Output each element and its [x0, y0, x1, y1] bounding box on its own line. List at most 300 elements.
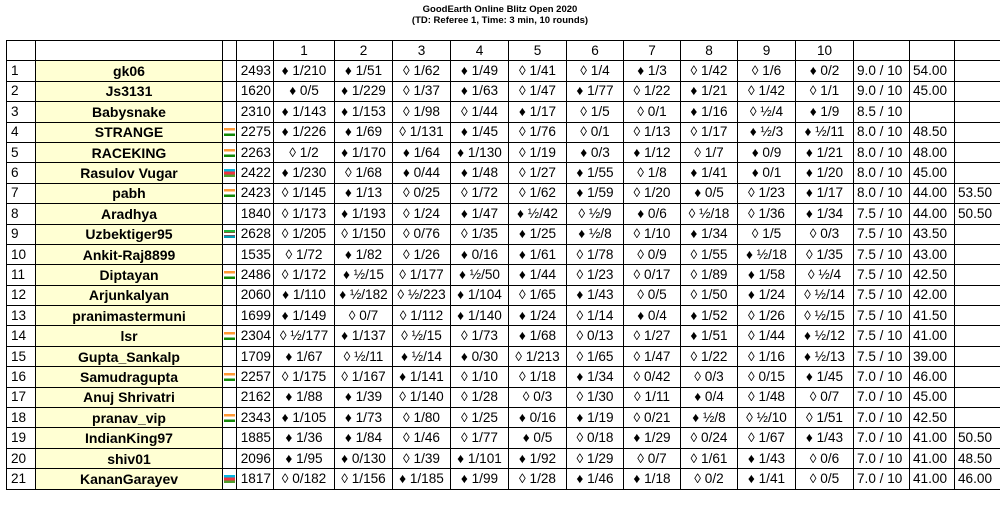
- round-result: ◊ 0/25: [393, 183, 451, 203]
- round-result: ◊ 1/98: [393, 102, 451, 122]
- round-result: ♦ 1/43: [567, 285, 624, 305]
- table-row: [7, 346, 1000, 366]
- round-result: ◊ 1/167: [335, 367, 393, 387]
- tiebreak-1: 41.00: [910, 469, 955, 489]
- tiebreak-1: 41.00: [910, 448, 955, 468]
- flag-cell: [223, 346, 237, 366]
- round-result: ◊ 1/6: [738, 61, 796, 81]
- player-name: RACEKING: [36, 142, 223, 162]
- flag-icon: [224, 414, 235, 422]
- round-result: ◊ 1/30: [567, 387, 624, 407]
- round-result: ♦ 1/55: [567, 163, 624, 183]
- round-result: ♦ 0/5: [274, 81, 335, 101]
- round-result: ◊ 1/22: [681, 346, 738, 366]
- round-result: ♦ 1/68: [509, 326, 567, 346]
- round-result: ◊ 0/5: [796, 469, 854, 489]
- round-result: ♦ 1/46: [567, 469, 624, 489]
- tiebreak-1: 39.00: [910, 346, 955, 366]
- round-result: ♦ 1/58: [738, 265, 796, 285]
- flag-icon: [224, 475, 235, 483]
- round-result: ◊ ½/4: [738, 102, 796, 122]
- table-row: [7, 142, 1000, 162]
- round-result: ◊ 1/28: [509, 469, 567, 489]
- round-result: ◊ 0/1: [624, 102, 681, 122]
- round-result: ♦ 1/230: [274, 163, 335, 183]
- round-result: ♦ 1/39: [335, 387, 393, 407]
- round-result: ♦ 1/52: [681, 306, 738, 326]
- round-result: ◊ 1/131: [393, 122, 451, 142]
- tiebreak-2: [955, 265, 1000, 285]
- round-result: ♦ 0/2: [796, 61, 854, 81]
- round-result: ♦ 1/12: [624, 142, 681, 162]
- player-name: Js3131: [36, 81, 223, 101]
- tiebreak-2: [955, 81, 1000, 101]
- round-result: ♦ 1/105: [274, 408, 335, 428]
- round-result: ♦ 1/59: [567, 183, 624, 203]
- tiebreak-1: 41.00: [910, 428, 955, 448]
- round-result: ♦ 1/92: [509, 448, 567, 468]
- round-result: ♦ 1/82: [335, 244, 393, 264]
- round-result: ◊ 1/78: [567, 244, 624, 264]
- score-cell: 9.0 / 10: [854, 61, 910, 81]
- round-result: ♦ ½/13: [796, 346, 854, 366]
- round-result: ◊ 1/51: [796, 408, 854, 428]
- round-result: ◊ ½/4: [796, 265, 854, 285]
- round-result: ♦ 1/47: [451, 204, 509, 224]
- column-header: [237, 41, 274, 61]
- round-result: ♦ 1/21: [681, 81, 738, 101]
- table-row: [7, 367, 1000, 387]
- tiebreak-2: [955, 61, 1000, 81]
- round-result: ♦ ½/8: [681, 408, 738, 428]
- rank-cell: 11: [7, 265, 36, 285]
- tiebreak-2: 46.00: [955, 469, 1000, 489]
- rank-cell: 7: [7, 183, 36, 203]
- table-row: [7, 224, 1000, 244]
- round-result: ♦ 0/6: [624, 204, 681, 224]
- round-result: ◊ 1/20: [624, 183, 681, 203]
- round-result: ♦ 1/45: [796, 367, 854, 387]
- round-result: ◊ 1/172: [274, 265, 335, 285]
- round-result: ♦ 1/16: [681, 102, 738, 122]
- round-result: ♦ 1/34: [796, 204, 854, 224]
- round-result: ◊ 1/47: [624, 346, 681, 366]
- rank-cell: 17: [7, 387, 36, 407]
- round-result: ♦ 1/69: [335, 122, 393, 142]
- round-result: ◊ 0/9: [624, 244, 681, 264]
- round-result: ♦ 1/17: [796, 183, 854, 203]
- score-cell: 7.5 / 10: [854, 306, 910, 326]
- round-result: ◊ 1/65: [567, 346, 624, 366]
- round-result: ♦ 0/9: [738, 142, 796, 162]
- tournament-title: GoodEarth Online Blitz Open 2020: [422, 4, 578, 15]
- round-result: ♦ 1/34: [681, 224, 738, 244]
- round-result: ◊ ½/11: [335, 346, 393, 366]
- flag-cell: [223, 163, 237, 183]
- column-header: 3: [393, 41, 451, 61]
- round-result: ♦ 0/4: [624, 306, 681, 326]
- round-result: ◊ 0/24: [681, 428, 738, 448]
- column-header: 1: [274, 41, 335, 61]
- tiebreak-1: 48.50: [910, 122, 955, 142]
- rating-cell: 1620: [237, 81, 274, 101]
- tiebreak-2: [955, 367, 1000, 387]
- round-result: ◊ 1/72: [274, 244, 335, 264]
- tiebreak-2: [955, 346, 1000, 366]
- round-result: ◊ 1/19: [509, 142, 567, 162]
- tiebreak-1: 45.00: [910, 163, 955, 183]
- round-result: ◊ 0/5: [624, 285, 681, 305]
- player-name: Ankit-Raj8899: [36, 244, 223, 264]
- table-row: [7, 265, 1000, 285]
- tiebreak-1: 48.00: [910, 142, 955, 162]
- round-result: ◊ 0/7: [624, 448, 681, 468]
- score-cell: 7.0 / 10: [854, 387, 910, 407]
- round-result: ◊ 1/112: [393, 306, 451, 326]
- round-result: ♦ 1/88: [274, 387, 335, 407]
- round-result: ◊ 0/3: [509, 387, 567, 407]
- round-result: ◊ ½/223: [393, 285, 451, 305]
- round-result: ◊ 1/35: [796, 244, 854, 264]
- round-result: ♦ 1/64: [393, 142, 451, 162]
- round-result: ♦ 0/44: [393, 163, 451, 183]
- round-result: ◊ 0/7: [796, 387, 854, 407]
- tiebreak-1: 42.00: [910, 285, 955, 305]
- tournament-subtitle: (TD: Referee 1, Time: 3 min, 10 rounds): [411, 15, 589, 26]
- tiebreak-1: [910, 102, 955, 122]
- round-result: ♦ ½/12: [796, 326, 854, 346]
- round-result: ◊ 1/24: [393, 204, 451, 224]
- round-result: ◊ 0/18: [567, 428, 624, 448]
- flag-icon: [224, 149, 235, 157]
- score-cell: 7.0 / 10: [854, 469, 910, 489]
- tiebreak-1: 43.00: [910, 244, 955, 264]
- round-result: ◊ 1/77: [451, 428, 509, 448]
- round-result: ◊ 1/29: [567, 448, 624, 468]
- round-result: ♦ 0/5: [681, 183, 738, 203]
- round-result: ◊ 1/17: [681, 122, 738, 142]
- round-result: ◊ 1/35: [451, 224, 509, 244]
- header-row: [7, 41, 1000, 61]
- round-result: ♦ 1/63: [451, 81, 509, 101]
- score-cell: 7.0 / 10: [854, 408, 910, 428]
- round-result: ◊ 1/67: [738, 428, 796, 448]
- rating-cell: 2422: [237, 163, 274, 183]
- round-result: ♦ 1/51: [335, 61, 393, 81]
- round-result: ♦ 1/48: [451, 163, 509, 183]
- score-cell: 8.0 / 10: [854, 163, 910, 183]
- round-result: ♦ 1/149: [274, 306, 335, 326]
- round-result: ◊ ½/177: [274, 326, 335, 346]
- round-result: ◊ 1/26: [738, 306, 796, 326]
- round-result: ♦ 1/104: [451, 285, 509, 305]
- round-result: ♦ 1/49: [451, 61, 509, 81]
- round-result: ♦ 0/16: [451, 244, 509, 264]
- round-result: ♦ 1/185: [393, 469, 451, 489]
- round-result: ◊ 1/1: [796, 81, 854, 101]
- round-result: ◊ 0/17: [624, 265, 681, 285]
- round-result: ♦ 0/1: [738, 163, 796, 183]
- rank-cell: 1: [7, 61, 36, 81]
- flag-cell: [223, 285, 237, 305]
- round-result: ◊ 1/72: [451, 183, 509, 203]
- tiebreak-2: [955, 387, 1000, 407]
- table-row: [7, 81, 1000, 101]
- table-row: [7, 61, 1000, 81]
- flag-cell: [223, 224, 237, 244]
- player-name: Gupta_Sankalp: [36, 346, 223, 366]
- flag-icon: [224, 169, 235, 177]
- flag-cell: [223, 81, 237, 101]
- round-result: ◊ 1/16: [738, 346, 796, 366]
- tiebreak-1: 54.00: [910, 61, 955, 81]
- round-result: ♦ 1/3: [624, 61, 681, 81]
- tiebreak-2: [955, 224, 1000, 244]
- round-result: ◊ 1/80: [393, 408, 451, 428]
- score-cell: 9.0 / 10: [854, 81, 910, 101]
- column-header: [955, 41, 1000, 61]
- table-row: [7, 408, 1000, 428]
- rating-cell: 2423: [237, 183, 274, 203]
- flag-cell: [223, 408, 237, 428]
- round-result: ◊ 1/8: [624, 163, 681, 183]
- round-result: ♦ ½/15: [335, 265, 393, 285]
- round-result: ♦ 1/36: [274, 428, 335, 448]
- flag-cell: [223, 448, 237, 468]
- rating-cell: 2060: [237, 285, 274, 305]
- player-name: Rasulov Vugar: [36, 163, 223, 183]
- player-name: Samudragupta: [36, 367, 223, 387]
- rank-cell: 2: [7, 81, 36, 101]
- round-result: ◊ 1/73: [451, 326, 509, 346]
- flag-cell: [223, 387, 237, 407]
- round-result: ♦ 1/77: [567, 81, 624, 101]
- round-result: ♦ 1/25: [509, 224, 567, 244]
- round-result: ◊ 1/27: [624, 326, 681, 346]
- round-result: ♦ ½/18: [738, 244, 796, 264]
- page-header: [0, 0, 1000, 34]
- rating-cell: 1709: [237, 346, 274, 366]
- standings-body: [7, 61, 1000, 489]
- table-row: [7, 244, 1000, 264]
- tiebreak-2: [955, 326, 1000, 346]
- rating-cell: 2096: [237, 448, 274, 468]
- flag-cell: [223, 367, 237, 387]
- tiebreak-2: 48.50: [955, 448, 1000, 468]
- round-result: ◊ 1/14: [567, 306, 624, 326]
- round-result: ◊ 1/140: [393, 387, 451, 407]
- round-result: ♦ ½/3: [738, 122, 796, 142]
- round-result: ◊ 1/55: [681, 244, 738, 264]
- rank-cell: 19: [7, 428, 36, 448]
- round-result: ◊ 1/150: [335, 224, 393, 244]
- round-result: ◊ 1/7: [681, 142, 738, 162]
- tiebreak-2: [955, 163, 1000, 183]
- rating-cell: 2628: [237, 224, 274, 244]
- round-result: ◊ 1/4: [567, 61, 624, 81]
- round-result: ◊ ½/15: [796, 306, 854, 326]
- score-cell: 7.5 / 10: [854, 265, 910, 285]
- rating-cell: 1817: [237, 469, 274, 489]
- player-name: Arjunkalyan: [36, 285, 223, 305]
- round-result: ◊ 1/205: [274, 224, 335, 244]
- round-result: ◊ 1/5: [738, 224, 796, 244]
- player-name: pranav_vip: [36, 408, 223, 428]
- round-result: ♦ 0/5: [509, 428, 567, 448]
- score-cell: 8.0 / 10: [854, 142, 910, 162]
- column-header: 8: [681, 41, 738, 61]
- round-result: ◊ 1/213: [509, 346, 567, 366]
- rank-cell: 6: [7, 163, 36, 183]
- score-cell: 8.0 / 10: [854, 122, 910, 142]
- round-result: ♦ 0/4: [681, 387, 738, 407]
- rank-cell: 3: [7, 102, 36, 122]
- round-result: ◊ 1/89: [681, 265, 738, 285]
- round-result: ♦ 1/110: [274, 285, 335, 305]
- table-row: [7, 204, 1000, 224]
- round-result: ◊ 1/2: [274, 142, 335, 162]
- round-result: ◊ 1/37: [393, 81, 451, 101]
- flag-cell: [223, 122, 237, 142]
- player-name: IndianKing97: [36, 428, 223, 448]
- round-result: ♦ 1/193: [335, 204, 393, 224]
- column-header: 9: [738, 41, 796, 61]
- round-result: ♦ 0/3: [567, 142, 624, 162]
- rating-cell: 1840: [237, 204, 274, 224]
- tiebreak-2: 53.50: [955, 183, 1000, 203]
- flag-cell: [223, 204, 237, 224]
- tiebreak-1: 45.00: [910, 81, 955, 101]
- player-name: pranimastermuni: [36, 306, 223, 326]
- score-cell: 7.5 / 10: [854, 224, 910, 244]
- round-result: ♦ 1/18: [624, 469, 681, 489]
- player-name: Anuj Shrivatri: [36, 387, 223, 407]
- round-result: ◊ 1/13: [624, 122, 681, 142]
- tiebreak-1: 42.50: [910, 408, 955, 428]
- round-result: ♦ 1/21: [796, 142, 854, 162]
- round-result: ◊ 1/175: [274, 367, 335, 387]
- tiebreak-2: [955, 285, 1000, 305]
- round-result: ◊ 1/10: [624, 224, 681, 244]
- table-row: [7, 326, 1000, 346]
- round-result: ◊ 0/2: [681, 469, 738, 489]
- rank-cell: 16: [7, 367, 36, 387]
- rank-cell: 5: [7, 142, 36, 162]
- score-cell: 7.5 / 10: [854, 326, 910, 346]
- round-result: ♦ 1/229: [335, 81, 393, 101]
- round-result: ◊ 1/173: [274, 204, 335, 224]
- round-result: ◊ 1/25: [451, 408, 509, 428]
- column-header: [36, 41, 223, 61]
- round-result: ◊ 1/18: [509, 367, 567, 387]
- flag-icon: [224, 271, 235, 279]
- round-result: ♦ 1/29: [624, 428, 681, 448]
- tiebreak-1: 44.00: [910, 204, 955, 224]
- tiebreak-2: [955, 408, 1000, 428]
- rank-cell: 8: [7, 204, 36, 224]
- round-result: ♦ 0/30: [451, 346, 509, 366]
- rating-cell: 2493: [237, 61, 274, 81]
- round-result: ♦ 0/130: [335, 448, 393, 468]
- round-result: ◊ 1/39: [393, 448, 451, 468]
- round-result: ♦ 1/137: [335, 326, 393, 346]
- round-result: ◊ 1/10: [451, 367, 509, 387]
- round-result: ♦ 1/210: [274, 61, 335, 81]
- tiebreak-1: 42.50: [910, 265, 955, 285]
- round-result: ♦ 1/44: [509, 265, 567, 285]
- round-result: ♦ 1/130: [451, 142, 509, 162]
- tiebreak-1: 45.00: [910, 387, 955, 407]
- round-result: ◊ 1/145: [274, 183, 335, 203]
- round-result: ◊ 1/26: [393, 244, 451, 264]
- round-result: ♦ 1/43: [738, 448, 796, 468]
- table-row: [7, 448, 1000, 468]
- tiebreak-2: 50.50: [955, 428, 1000, 448]
- column-header: [854, 41, 910, 61]
- rating-cell: 2263: [237, 142, 274, 162]
- score-cell: 7.0 / 10: [854, 428, 910, 448]
- round-result: ◊ ½/10: [738, 408, 796, 428]
- round-result: ◊ 1/23: [567, 265, 624, 285]
- round-result: ◊ 1/62: [509, 183, 567, 203]
- round-result: ◊ 1/44: [738, 326, 796, 346]
- round-result: ♦ ½/42: [509, 204, 567, 224]
- round-result: ♦ ½/8: [567, 224, 624, 244]
- rank-cell: 13: [7, 306, 36, 326]
- table-row: [7, 306, 1000, 326]
- round-result: ♦ 1/24: [738, 285, 796, 305]
- round-result: ◊ 0/3: [681, 367, 738, 387]
- round-result: ♦ 1/43: [796, 428, 854, 448]
- round-result: ◊ 0/1: [567, 122, 624, 142]
- round-result: ♦ 1/45: [451, 122, 509, 142]
- player-name: shiv01: [36, 448, 223, 468]
- round-result: ◊ 1/76: [509, 122, 567, 142]
- round-result: ♦ 1/143: [274, 102, 335, 122]
- rank-cell: 12: [7, 285, 36, 305]
- flag-icon: [224, 373, 235, 381]
- round-result: ◊ 1/27: [509, 163, 567, 183]
- tiebreak-2: [955, 102, 1000, 122]
- round-result: ♦ 1/13: [335, 183, 393, 203]
- player-name: KananGarayev: [36, 469, 223, 489]
- round-result: ◊ 1/50: [681, 285, 738, 305]
- column-header: 7: [624, 41, 681, 61]
- table-row: [7, 102, 1000, 122]
- round-result: ◊ 1/68: [335, 163, 393, 183]
- round-result: ◊ 1/177: [393, 265, 451, 285]
- table-row: [7, 183, 1000, 203]
- table-row: [7, 428, 1000, 448]
- tiebreak-1: 41.50: [910, 306, 955, 326]
- round-result: ◊ ½/9: [567, 204, 624, 224]
- rank-cell: 4: [7, 122, 36, 142]
- tiebreak-2: 50.50: [955, 204, 1000, 224]
- rank-cell: 18: [7, 408, 36, 428]
- round-result: ◊ 1/65: [509, 285, 567, 305]
- round-result: ♦ 1/153: [335, 102, 393, 122]
- score-cell: 8.0 / 10: [854, 183, 910, 203]
- round-result: ♦ 1/170: [335, 142, 393, 162]
- rating-cell: 2304: [237, 326, 274, 346]
- column-header: [910, 41, 955, 61]
- round-result: ♦ 1/84: [335, 428, 393, 448]
- round-result: ♦ 1/9: [796, 102, 854, 122]
- flag-cell: [223, 183, 237, 203]
- table-row: [7, 285, 1000, 305]
- round-result: ◊ 1/44: [451, 102, 509, 122]
- round-result: ◊ 1/11: [624, 387, 681, 407]
